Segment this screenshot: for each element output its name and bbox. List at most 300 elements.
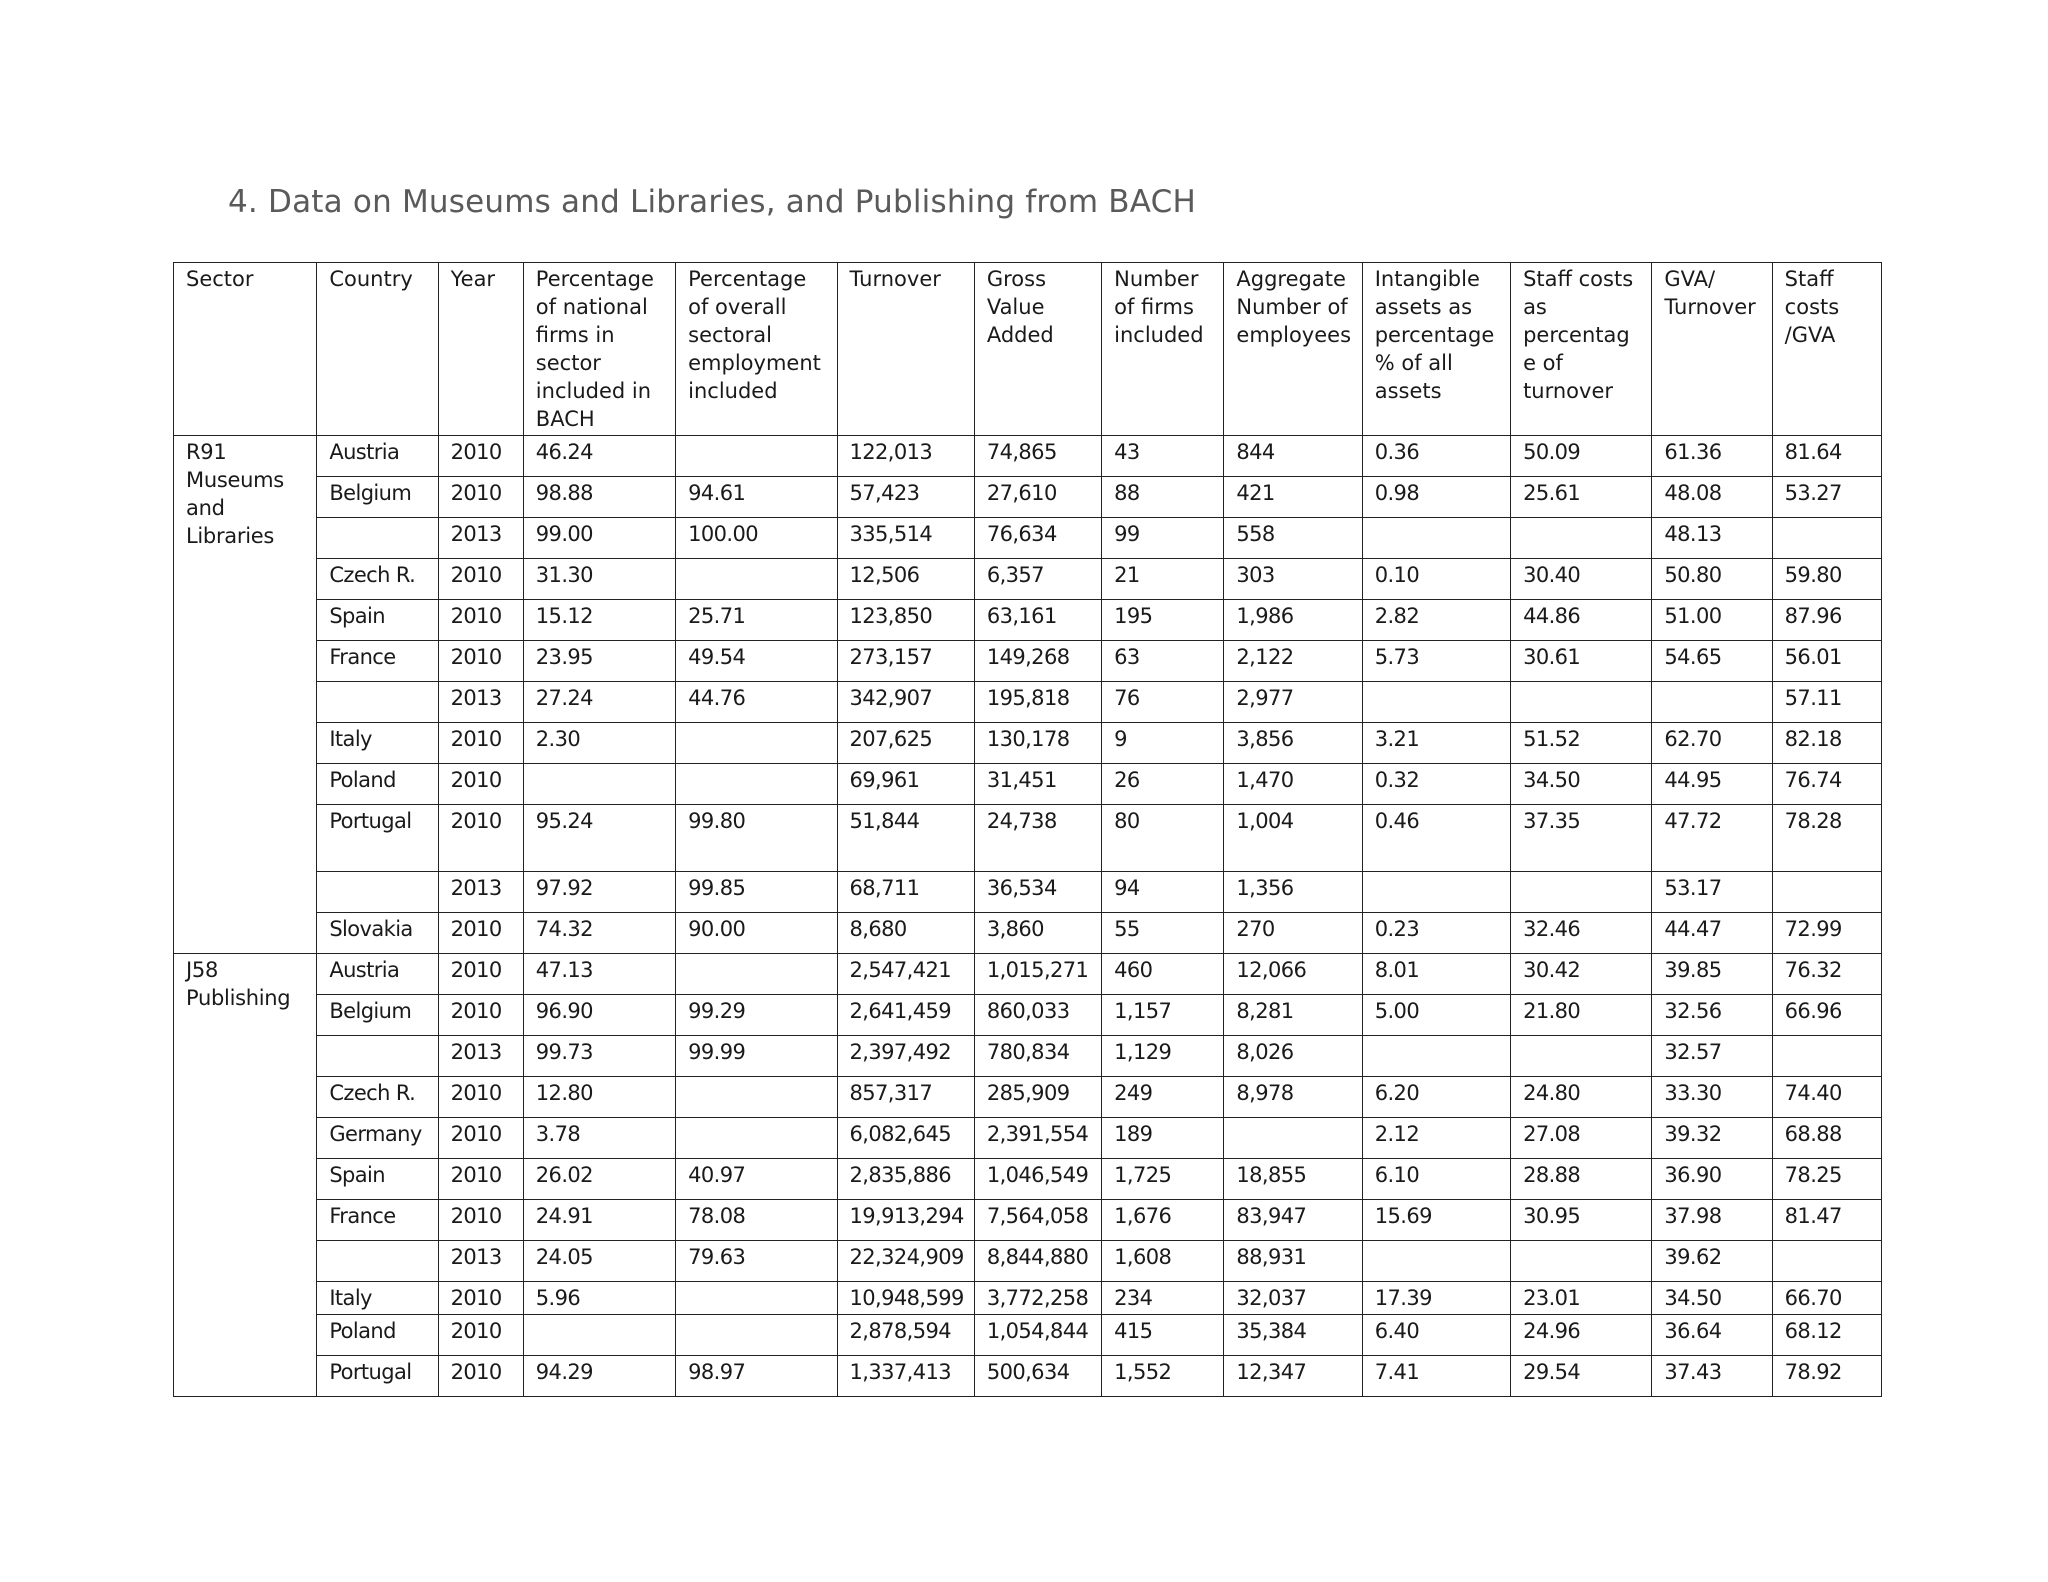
table-cell: France <box>317 1200 438 1241</box>
table-cell: 1,470 <box>1224 764 1362 805</box>
table-cell: 9 <box>1102 723 1224 764</box>
page-title: 4. Data on Museums and Libraries, and Publishing from BACH <box>228 184 1196 220</box>
column-header: Gross Value Added <box>974 263 1101 436</box>
data-table <box>173 262 1882 1397</box>
table-cell: 96.90 <box>523 995 675 1036</box>
table-row <box>174 559 1882 600</box>
table-cell: 22,324,909 <box>837 1241 974 1282</box>
table-cell: 34.50 <box>1652 1282 1772 1315</box>
table-cell: 2,878,594 <box>837 1315 974 1356</box>
table-cell: 57.11 <box>1772 682 1881 723</box>
table-row <box>174 1282 1882 1315</box>
column-header: Percentage of national firms in sector included in BACH <box>523 263 675 436</box>
table-cell <box>1362 518 1510 559</box>
table-cell: 68.12 <box>1772 1315 1881 1356</box>
table-cell: 49.54 <box>676 641 837 682</box>
table-cell <box>1362 1241 1510 1282</box>
table-cell: 99.00 <box>523 518 675 559</box>
column-header: GVA/ Turnover <box>1652 263 1772 436</box>
table-cell: 460 <box>1102 954 1224 995</box>
table-cell: 78.25 <box>1772 1159 1881 1200</box>
table-cell <box>317 682 438 723</box>
table-cell: 5.96 <box>523 1282 675 1315</box>
table-cell: Portugal <box>317 1356 438 1397</box>
table-cell: 2010 <box>438 995 523 1036</box>
table-cell: 2010 <box>438 1315 523 1356</box>
table-cell: 27.24 <box>523 682 675 723</box>
table-row <box>174 872 1882 913</box>
table-cell: 26 <box>1102 764 1224 805</box>
table-cell: 195,818 <box>974 682 1101 723</box>
table-cell <box>1511 682 1652 723</box>
table-cell: 62.70 <box>1652 723 1772 764</box>
table-cell: 50.80 <box>1652 559 1772 600</box>
column-header: Staff costs /GVA <box>1772 263 1881 436</box>
table-cell: 94.29 <box>523 1356 675 1397</box>
table-cell <box>317 518 438 559</box>
table-cell: 2,547,421 <box>837 954 974 995</box>
table-row <box>174 1241 1882 1282</box>
table-cell: 74.40 <box>1772 1077 1881 1118</box>
table-cell: 74.32 <box>523 913 675 954</box>
table-cell: 98.88 <box>523 477 675 518</box>
table-cell: 88,931 <box>1224 1241 1362 1282</box>
table-cell <box>1362 872 1510 913</box>
table-row <box>174 995 1882 1036</box>
table-row <box>174 600 1882 641</box>
table-cell: 47.13 <box>523 954 675 995</box>
table-cell: 1,337,413 <box>837 1356 974 1397</box>
table-cell <box>676 954 837 995</box>
table-cell: 0.46 <box>1362 805 1510 872</box>
table-cell: 2,641,459 <box>837 995 974 1036</box>
table-cell: Poland <box>317 1315 438 1356</box>
table-cell: 99.99 <box>676 1036 837 1077</box>
table-row <box>174 764 1882 805</box>
table-cell: 82.18 <box>1772 723 1881 764</box>
table-cell: 8,844,880 <box>974 1241 1101 1282</box>
table-cell: 99.85 <box>676 872 837 913</box>
column-header: Year <box>438 263 523 436</box>
table-cell <box>1772 1036 1881 1077</box>
table-cell: 32.46 <box>1511 913 1652 954</box>
table-cell <box>1362 682 1510 723</box>
table-cell: 30.42 <box>1511 954 1652 995</box>
table-cell: 415 <box>1102 1315 1224 1356</box>
table-cell: 31,451 <box>974 764 1101 805</box>
table-cell: 24.05 <box>523 1241 675 1282</box>
table-row <box>174 1356 1882 1397</box>
table-body <box>174 436 1882 1397</box>
table-cell: 1,129 <box>1102 1036 1224 1077</box>
column-header: Sector <box>174 263 317 436</box>
table-cell: 123,850 <box>837 600 974 641</box>
table-cell: 15.69 <box>1362 1200 1510 1241</box>
table-cell: 2010 <box>438 1159 523 1200</box>
table-cell <box>676 436 837 477</box>
table-cell <box>1511 1036 1652 1077</box>
table-cell: 7.41 <box>1362 1356 1510 1397</box>
table-cell: 2013 <box>438 518 523 559</box>
table-cell: 2010 <box>438 913 523 954</box>
table-cell: 44.95 <box>1652 764 1772 805</box>
table-cell: 780,834 <box>974 1036 1101 1077</box>
table-cell: 2013 <box>438 872 523 913</box>
table-cell: 2010 <box>438 805 523 872</box>
table-cell: 98.97 <box>676 1356 837 1397</box>
table-cell: 6,082,645 <box>837 1118 974 1159</box>
table-cell <box>1772 872 1881 913</box>
table-cell: 8.01 <box>1362 954 1510 995</box>
table-cell: 234 <box>1102 1282 1224 1315</box>
table-cell: 558 <box>1224 518 1362 559</box>
table-cell: 1,004 <box>1224 805 1362 872</box>
table-row <box>174 1077 1882 1118</box>
table-cell: 76,634 <box>974 518 1101 559</box>
table-cell <box>1652 682 1772 723</box>
table-cell: 5.73 <box>1362 641 1510 682</box>
table-cell <box>676 1077 837 1118</box>
table-cell: 21.80 <box>1511 995 1652 1036</box>
table-cell: 44.86 <box>1511 600 1652 641</box>
table-cell: 44.47 <box>1652 913 1772 954</box>
table-cell: 29.54 <box>1511 1356 1652 1397</box>
table-cell: 39.62 <box>1652 1241 1772 1282</box>
table-row <box>174 1118 1882 1159</box>
table-cell: 3,860 <box>974 913 1101 954</box>
column-header: Percentage of overall sectoral employment included <box>676 263 837 436</box>
table-cell: 2.30 <box>523 723 675 764</box>
table-cell: 2013 <box>438 1241 523 1282</box>
table-cell: 0.36 <box>1362 436 1510 477</box>
table-cell: 80 <box>1102 805 1224 872</box>
table-cell: 3.78 <box>523 1118 675 1159</box>
table-cell: 54.65 <box>1652 641 1772 682</box>
table-cell: 122,013 <box>837 436 974 477</box>
table-cell: 2010 <box>438 600 523 641</box>
table-row <box>174 1315 1882 1356</box>
table-cell: 26.02 <box>523 1159 675 1200</box>
column-header: Staff costs as percentage of turnover <box>1511 263 1652 436</box>
table-cell: 36.64 <box>1652 1315 1772 1356</box>
table-cell: 6,357 <box>974 559 1101 600</box>
table-cell: 8,281 <box>1224 995 1362 1036</box>
table-cell: 39.85 <box>1652 954 1772 995</box>
table-cell: 32.56 <box>1652 995 1772 1036</box>
table-cell: 30.40 <box>1511 559 1652 600</box>
table-cell: 1,552 <box>1102 1356 1224 1397</box>
table-cell: 66.96 <box>1772 995 1881 1036</box>
table-cell: 24.80 <box>1511 1077 1652 1118</box>
table-cell: 130,178 <box>974 723 1101 764</box>
table-cell: 27.08 <box>1511 1118 1652 1159</box>
table-cell <box>676 764 837 805</box>
table-cell: 844 <box>1224 436 1362 477</box>
table-cell: 2010 <box>438 764 523 805</box>
table-cell: 2010 <box>438 1200 523 1241</box>
table-cell: 2010 <box>438 477 523 518</box>
table-cell: 25.71 <box>676 600 837 641</box>
table-cell: Italy <box>317 1282 438 1315</box>
table-cell <box>1511 1241 1652 1282</box>
table-cell: 12,506 <box>837 559 974 600</box>
table-cell: 36,534 <box>974 872 1101 913</box>
table-cell: 74,865 <box>974 436 1101 477</box>
table-cell: 2013 <box>438 682 523 723</box>
table-cell: 1,676 <box>1102 1200 1224 1241</box>
table-cell: 2010 <box>438 1077 523 1118</box>
table-cell <box>1224 1118 1362 1159</box>
table-row <box>174 1159 1882 1200</box>
table-cell: 63 <box>1102 641 1224 682</box>
header-row <box>174 263 1882 436</box>
table-row <box>174 805 1882 872</box>
table-cell: 100.00 <box>676 518 837 559</box>
table-cell: Poland <box>317 764 438 805</box>
table-cell: Germany <box>317 1118 438 1159</box>
table-cell <box>1772 1241 1881 1282</box>
table-cell: 18,855 <box>1224 1159 1362 1200</box>
table-cell: Belgium <box>317 477 438 518</box>
column-header: Intangible assets as percentage% of all assets <box>1362 263 1510 436</box>
table-cell: 53.17 <box>1652 872 1772 913</box>
table-row <box>174 518 1882 559</box>
table-cell: 2,835,886 <box>837 1159 974 1200</box>
table-cell: 1,725 <box>1102 1159 1224 1200</box>
table-cell <box>1511 872 1652 913</box>
table-cell <box>676 723 837 764</box>
table-cell: 2,397,492 <box>837 1036 974 1077</box>
table-cell: 72.99 <box>1772 913 1881 954</box>
table-cell: 8,680 <box>837 913 974 954</box>
table-cell: 76.74 <box>1772 764 1881 805</box>
table-cell: 12.80 <box>523 1077 675 1118</box>
table-row <box>174 477 1882 518</box>
table-cell: 24.91 <box>523 1200 675 1241</box>
table-cell: 81.47 <box>1772 1200 1881 1241</box>
table-cell: 81.64 <box>1772 436 1881 477</box>
table-cell: Czech R. <box>317 1077 438 1118</box>
table-row <box>174 682 1882 723</box>
table-cell: 57,423 <box>837 477 974 518</box>
table-cell: 10,948,599 <box>837 1282 974 1315</box>
table-cell: 249 <box>1102 1077 1224 1118</box>
table-cell: 99.73 <box>523 1036 675 1077</box>
table-cell: 35,384 <box>1224 1315 1362 1356</box>
table-cell: 37.35 <box>1511 805 1652 872</box>
table-cell: 21 <box>1102 559 1224 600</box>
table-cell: 335,514 <box>837 518 974 559</box>
table-cell: 0.10 <box>1362 559 1510 600</box>
table-cell: 97.92 <box>523 872 675 913</box>
table-cell: 3,856 <box>1224 723 1362 764</box>
table-cell: 5.00 <box>1362 995 1510 1036</box>
table-cell: 32,037 <box>1224 1282 1362 1315</box>
table-cell <box>317 1036 438 1077</box>
table-cell <box>676 1315 837 1356</box>
table-cell: 51,844 <box>837 805 974 872</box>
table-cell: 76.32 <box>1772 954 1881 995</box>
table-cell: 50.09 <box>1511 436 1652 477</box>
table-cell: 94 <box>1102 872 1224 913</box>
table-cell <box>676 559 837 600</box>
table-cell: 51.00 <box>1652 600 1772 641</box>
table-cell: 3,772,258 <box>974 1282 1101 1315</box>
table-cell: 2010 <box>438 436 523 477</box>
table-cell: 1,608 <box>1102 1241 1224 1282</box>
table-cell: 78.92 <box>1772 1356 1881 1397</box>
sector-cell: J58 Publishing <box>174 954 317 1397</box>
table-cell: 2,977 <box>1224 682 1362 723</box>
table-cell: 25.61 <box>1511 477 1652 518</box>
table-cell: 1,054,844 <box>974 1315 1101 1356</box>
table-cell <box>523 1315 675 1356</box>
table-cell: France <box>317 641 438 682</box>
table-cell: 69,961 <box>837 764 974 805</box>
table-cell: 95.24 <box>523 805 675 872</box>
table-cell <box>523 764 675 805</box>
column-header: Number of firms included <box>1102 263 1224 436</box>
table-cell: 15.12 <box>523 600 675 641</box>
table-cell: 94.61 <box>676 477 837 518</box>
table-cell: 24,738 <box>974 805 1101 872</box>
table-cell <box>676 1118 837 1159</box>
table-cell: 8,026 <box>1224 1036 1362 1077</box>
table-cell: 37.43 <box>1652 1356 1772 1397</box>
table-cell: 273,157 <box>837 641 974 682</box>
table-row <box>174 436 1882 477</box>
table-cell: 2013 <box>438 1036 523 1077</box>
table-cell: 78.08 <box>676 1200 837 1241</box>
column-header: Aggregate Number of employees <box>1224 263 1362 436</box>
table-cell: 189 <box>1102 1118 1224 1159</box>
table-cell: 46.24 <box>523 436 675 477</box>
table-cell: 47.72 <box>1652 805 1772 872</box>
table-cell: Belgium <box>317 995 438 1036</box>
table-cell: 6.40 <box>1362 1315 1510 1356</box>
table-cell: 1,986 <box>1224 600 1362 641</box>
table-cell: 44.76 <box>676 682 837 723</box>
table-row <box>174 1036 1882 1077</box>
table-cell: 88 <box>1102 477 1224 518</box>
table-cell: 31.30 <box>523 559 675 600</box>
table-cell: 59.80 <box>1772 559 1881 600</box>
table-cell: 53.27 <box>1772 477 1881 518</box>
table-cell: 207,625 <box>837 723 974 764</box>
table-cell: 2010 <box>438 954 523 995</box>
table-cell: 1,356 <box>1224 872 1362 913</box>
table-cell: 99.80 <box>676 805 837 872</box>
table-cell: 195 <box>1102 600 1224 641</box>
table-cell: 55 <box>1102 913 1224 954</box>
table-cell: 30.61 <box>1511 641 1652 682</box>
table-cell: 6.20 <box>1362 1077 1510 1118</box>
table-cell: Italy <box>317 723 438 764</box>
table-cell: 24.96 <box>1511 1315 1652 1356</box>
table-cell: 78.28 <box>1772 805 1881 872</box>
table-row <box>174 1200 1882 1241</box>
table-cell: Austria <box>317 954 438 995</box>
table-cell: 34.50 <box>1511 764 1652 805</box>
table-cell: 2010 <box>438 641 523 682</box>
table-cell <box>1511 518 1652 559</box>
table-cell: 270 <box>1224 913 1362 954</box>
table-cell: 1,046,549 <box>974 1159 1101 1200</box>
table-cell: 87.96 <box>1772 600 1881 641</box>
table-cell <box>317 872 438 913</box>
table-cell: 857,317 <box>837 1077 974 1118</box>
table-cell: 23.01 <box>1511 1282 1652 1315</box>
table-cell: 61.36 <box>1652 436 1772 477</box>
table-cell: 17.39 <box>1362 1282 1510 1315</box>
table-cell: 27,610 <box>974 477 1101 518</box>
table-row <box>174 913 1882 954</box>
table-cell: 39.32 <box>1652 1118 1772 1159</box>
table-cell: 68.88 <box>1772 1118 1881 1159</box>
table-cell: 2010 <box>438 559 523 600</box>
table-cell: 37.98 <box>1652 1200 1772 1241</box>
table-header <box>174 263 1882 436</box>
table-cell: 2010 <box>438 1118 523 1159</box>
table-cell: 3.21 <box>1362 723 1510 764</box>
table-cell: 68,711 <box>837 872 974 913</box>
table-cell: 51.52 <box>1511 723 1652 764</box>
table-cell: 500,634 <box>974 1356 1101 1397</box>
table-cell: 303 <box>1224 559 1362 600</box>
table-cell <box>1362 1036 1510 1077</box>
column-header: Country <box>317 263 438 436</box>
table-cell: 30.95 <box>1511 1200 1652 1241</box>
table-cell: 2010 <box>438 723 523 764</box>
table-cell <box>1772 518 1881 559</box>
table-cell: 421 <box>1224 477 1362 518</box>
table-cell: 1,157 <box>1102 995 1224 1036</box>
table-cell: 48.08 <box>1652 477 1772 518</box>
table-row <box>174 723 1882 764</box>
table-cell: Portugal <box>317 805 438 872</box>
table-cell: 342,907 <box>837 682 974 723</box>
table-cell: 6.10 <box>1362 1159 1510 1200</box>
table-cell: 23.95 <box>523 641 675 682</box>
table-cell: 1,015,271 <box>974 954 1101 995</box>
table-cell: 12,347 <box>1224 1356 1362 1397</box>
table-cell: 36.90 <box>1652 1159 1772 1200</box>
table-cell: 7,564,058 <box>974 1200 1101 1241</box>
table-cell: 43 <box>1102 436 1224 477</box>
table-cell: 99.29 <box>676 995 837 1036</box>
table-cell: 19,913,294 <box>837 1200 974 1241</box>
table-cell: 99 <box>1102 518 1224 559</box>
column-header: Turnover <box>837 263 974 436</box>
table-cell: 860,033 <box>974 995 1101 1036</box>
table-cell: 2010 <box>438 1356 523 1397</box>
table-cell: 48.13 <box>1652 518 1772 559</box>
table-cell: 79.63 <box>676 1241 837 1282</box>
table-cell: 83,947 <box>1224 1200 1362 1241</box>
table-cell: 33.30 <box>1652 1077 1772 1118</box>
table-cell: 0.23 <box>1362 913 1510 954</box>
table-cell: 12,066 <box>1224 954 1362 995</box>
table-cell: 2.82 <box>1362 600 1510 641</box>
table-cell: 56.01 <box>1772 641 1881 682</box>
table-cell: 66.70 <box>1772 1282 1881 1315</box>
table-cell: 32.57 <box>1652 1036 1772 1077</box>
table-cell: Slovakia <box>317 913 438 954</box>
table-cell: 2,391,554 <box>974 1118 1101 1159</box>
table-cell: 2010 <box>438 1282 523 1315</box>
table-cell: Spain <box>317 1159 438 1200</box>
table-cell: 63,161 <box>974 600 1101 641</box>
